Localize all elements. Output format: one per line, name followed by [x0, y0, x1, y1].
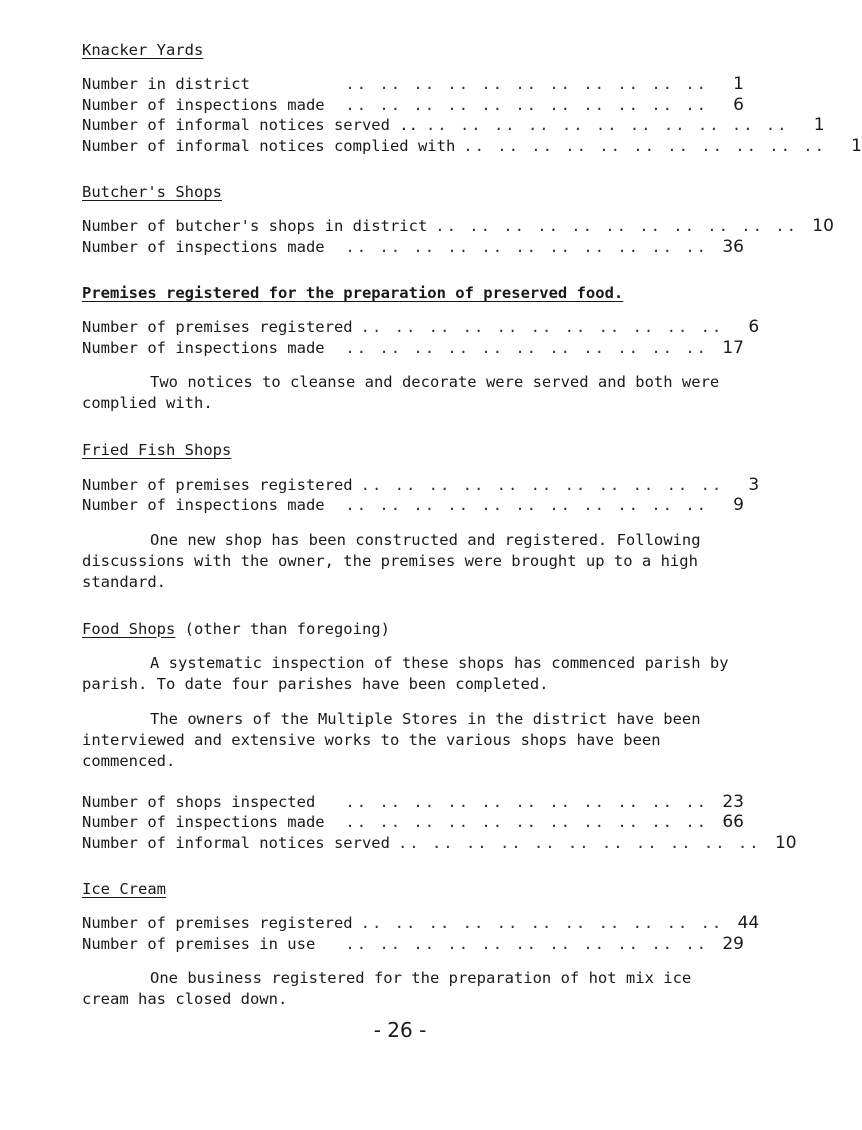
- section-heading: Food Shops: [82, 619, 176, 638]
- section-paragraph: A systematic inspection of these shops has commenced parish by parish. To date four parishes have been completed.: [82, 653, 729, 693]
- section-preserved-food: [82, 283, 760, 414]
- page-number: - 26 -: [373, 1018, 427, 1042]
- leader-dots: .. .. .. .. .. .. .. .. .. .. ..: [360, 914, 724, 933]
- stat-value: 36: [722, 236, 744, 257]
- section-heading: Butcher's Shops: [82, 183, 222, 202]
- section-heading: Knacker Yards: [82, 41, 204, 59]
- stat-label: Number of inspections made: [82, 496, 325, 515]
- stat-label: Number of inspections made: [82, 338, 325, 357]
- stat-label: Number of inspections made: [82, 237, 325, 256]
- section-ice-cream: [82, 879, 760, 1010]
- stat-row: [82, 913, 760, 934]
- stat-row: [82, 832, 797, 854]
- stat-label: Number of informal notices complied with: [82, 136, 456, 155]
- stat-row: [82, 792, 744, 813]
- leader-dots: .. .. .. .. .. .. .. .. .. .. ..: [397, 833, 761, 852]
- stat-value: 1: [813, 115, 825, 136]
- stat-value: 10: [774, 832, 797, 853]
- section-note: One new shop has been constructed and registered. Following discussions with the owner, the premises were brought up to a high standard.: [82, 530, 701, 591]
- stat-value: 66: [722, 812, 744, 833]
- stat-row: [82, 135, 862, 157]
- stat-label: Number of butcher's shops in district: [82, 217, 428, 236]
- leader-dots: .. .. .. .. .. .. .. .. .. .. ..: [345, 813, 708, 832]
- stat-value: 1: [733, 74, 744, 95]
- stat-label: Number of premises registered: [82, 318, 353, 337]
- stat-row: [82, 317, 760, 338]
- stat-row: [82, 115, 825, 136]
- leader-dots: .. .. .. .. .. .. .. .. .. .. ..: [360, 318, 724, 337]
- stat-label: Number of shops inspected: [82, 792, 316, 811]
- stat-label: Number of premises registered: [82, 475, 353, 494]
- section-heading: Ice Cream: [82, 880, 166, 899]
- stat-row: [82, 237, 744, 258]
- section-fried-fish-shops: [82, 440, 760, 592]
- stat-value: 17: [722, 337, 744, 358]
- stat-value: 23: [722, 791, 744, 812]
- stat-row: [82, 812, 744, 833]
- leader-dots: .. .. .. .. .. .. .. .. .. .. ..: [345, 237, 708, 256]
- section-note: One business registered for the preparation of hot mix ice cream has closed down.: [82, 969, 692, 1009]
- stat-value: 10: [812, 216, 834, 237]
- leader-dots: .. .. .. .. .. .. .. .. .. .. ..: [345, 95, 708, 114]
- stat-value: 3: [748, 474, 760, 495]
- leader-dots: .. .. .. .. .. .. .. .. .. .. ..: [463, 136, 826, 155]
- stat-row: [82, 74, 744, 95]
- stat-value: 1: [851, 135, 862, 156]
- stat-label: Number of premises registered: [82, 914, 353, 933]
- section-heading-suffix: (other than foregoing): [184, 619, 390, 638]
- stat-value: 9: [733, 495, 744, 516]
- section-knacker-yards: [82, 40, 862, 156]
- leader-dots: .. .. .. .. .. .. .. .. .. .. ..: [435, 217, 798, 236]
- stat-row: [82, 495, 744, 516]
- stat-label: Number in district: [82, 75, 250, 94]
- leader-dots: .. .. .. .. .. .. .. .. .. .. ..: [345, 496, 708, 515]
- section-heading: Fried Fish Shops: [82, 441, 232, 460]
- leader-dots: .. .. .. .. .. .. .. .. .. .. ..: [425, 116, 789, 135]
- leader-dots: .. .. .. .. .. .. .. .. .. .. ..: [345, 338, 708, 357]
- stat-label: Number of inspections made: [82, 95, 325, 114]
- section-note: Two notices to cleanse and decorate were served and both were complied with.: [82, 373, 720, 413]
- stat-label: Number of informal notices served ..: [82, 116, 418, 135]
- stat-row: [82, 95, 744, 116]
- stat-value: 44: [737, 913, 760, 934]
- stat-row: [82, 474, 760, 496]
- leader-dots: .. .. .. .. .. .. .. .. .. .. ..: [360, 475, 724, 494]
- section-heading-line: [82, 619, 744, 639]
- stat-row: [82, 216, 834, 237]
- section-heading: Premises registered for the preparation of preserved food.: [82, 284, 624, 303]
- stat-value: 6: [733, 94, 744, 115]
- leader-dots: .. .. .. .. .. .. .. .. .. .. ..: [345, 934, 708, 953]
- stat-value: 6: [748, 317, 760, 338]
- stat-value: 29: [722, 933, 744, 954]
- leader-dots: .. .. .. .. .. .. .. .. .. .. ..: [345, 75, 708, 94]
- stat-label: Number of premises in use: [82, 934, 316, 953]
- leader-dots: .. .. .. .. .. .. .. .. .. .. ..: [345, 792, 708, 811]
- section-food-shops: [82, 619, 797, 854]
- stat-row: [82, 338, 744, 359]
- stat-label: Number of inspections made: [82, 813, 325, 832]
- section-paragraph: The owners of the Multiple Stores in the district have been interviewed and extensive works to the various shops have been commenced.: [82, 709, 701, 770]
- stat-label: Number of informal notices served: [82, 833, 390, 852]
- section-butchers-shops: [82, 182, 834, 257]
- stat-row: [82, 934, 744, 955]
